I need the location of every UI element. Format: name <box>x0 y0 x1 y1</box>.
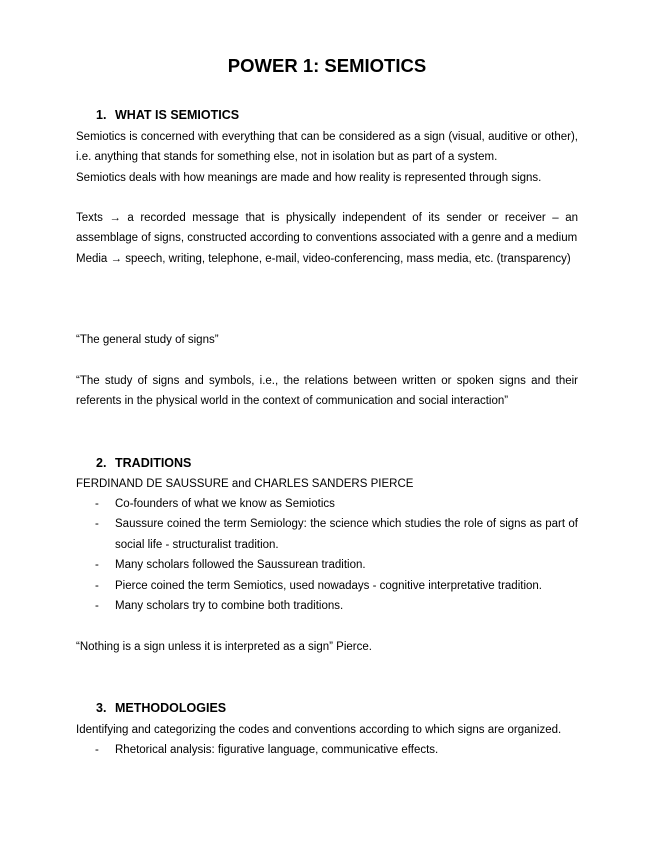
bullet-dash: - <box>95 744 99 756</box>
section-number: 1. <box>96 108 107 122</box>
quote: “The general study of signs” <box>76 334 219 346</box>
list-item-text: Many scholars try to combine both traditions. <box>115 600 344 613</box>
section-heading-what-is-semiotics <box>96 107 239 123</box>
section-1-quote-2 <box>76 371 578 412</box>
section-title: TRADITIONS <box>115 456 192 470</box>
section-number: 2. <box>96 456 107 470</box>
section-3-intro <box>76 720 578 740</box>
document-title: POWER 1: SEMIOTICS <box>227 55 427 76</box>
bullet-dash: - <box>95 559 99 572</box>
quote: “The study of signs and symbols, i.e., the relations between written or spoken signs and their referents in the physical world in the context of communication and social interaction” <box>76 375 578 408</box>
definition-media: Media → speech, writing, telephone, e-mail, video-conferencing, mass media, etc. (transparency) <box>76 252 571 265</box>
section-title: WHAT IS SEMIOTICS <box>115 108 240 122</box>
section-1-definitions <box>76 208 578 269</box>
list-item <box>76 514 578 555</box>
list-item <box>76 596 578 616</box>
section-title: METHODOLOGIES <box>115 701 227 715</box>
paragraph: Semiotics is concerned with everything that can be considered as a sign (visual, auditive or other), i.e. anything that stands for something else, not in isolation but as part of a system. <box>76 131 578 164</box>
quote: “Nothing is a sign unless it is interpreted as a sign” Pierce. <box>76 641 372 653</box>
list-item <box>76 576 578 596</box>
list-item <box>76 494 578 514</box>
bullet-dash: - <box>95 579 99 592</box>
section-number: 3. <box>96 701 107 715</box>
section-1-intro <box>76 127 578 188</box>
subtitle: FERDINAND DE SAUSSURE and CHARLES SANDERS PIERCE <box>76 478 414 490</box>
bullet-dash: - <box>95 498 99 510</box>
paragraph: Identifying and categorizing the codes and conventions according to which signs are organized. <box>76 724 562 736</box>
list-item-text: Rhetorical analysis: figurative language, communicative effects. <box>115 744 439 756</box>
list-item <box>76 555 578 575</box>
list-item <box>76 740 578 760</box>
section-1-quote-1 <box>76 330 578 350</box>
bullet-dash: - <box>95 518 99 531</box>
paragraph: Semiotics deals with how meanings are made and how reality is represented through signs. <box>76 171 542 184</box>
section-2-quote <box>76 637 578 657</box>
list-item-text: Pierce coined the term Semiotics, used nowadays - cognitive interpretative tradition. <box>115 579 542 592</box>
section-heading-methodologies <box>96 700 226 716</box>
list-item-text: Many scholars followed the Saussurean tradition. <box>115 559 366 572</box>
definition-texts: Texts → a recorded message that is physically independent of its sender or receiver – an assemblage of signs, constructed according to conventions associated with a genre and a medium <box>76 212 578 245</box>
list-item-text: Co-founders of what we know as Semiotics <box>115 498 335 510</box>
bullet-dash: - <box>95 600 99 613</box>
section-2-bullet-list <box>76 494 578 616</box>
section-heading-traditions <box>96 455 191 471</box>
list-item-text: Saussure coined the term Semiology: the science which studies the role of signs as part of social life - structuralist tradition. <box>115 518 578 551</box>
section-2-subtitle <box>76 474 578 494</box>
section-3-bullet-list <box>76 740 578 760</box>
